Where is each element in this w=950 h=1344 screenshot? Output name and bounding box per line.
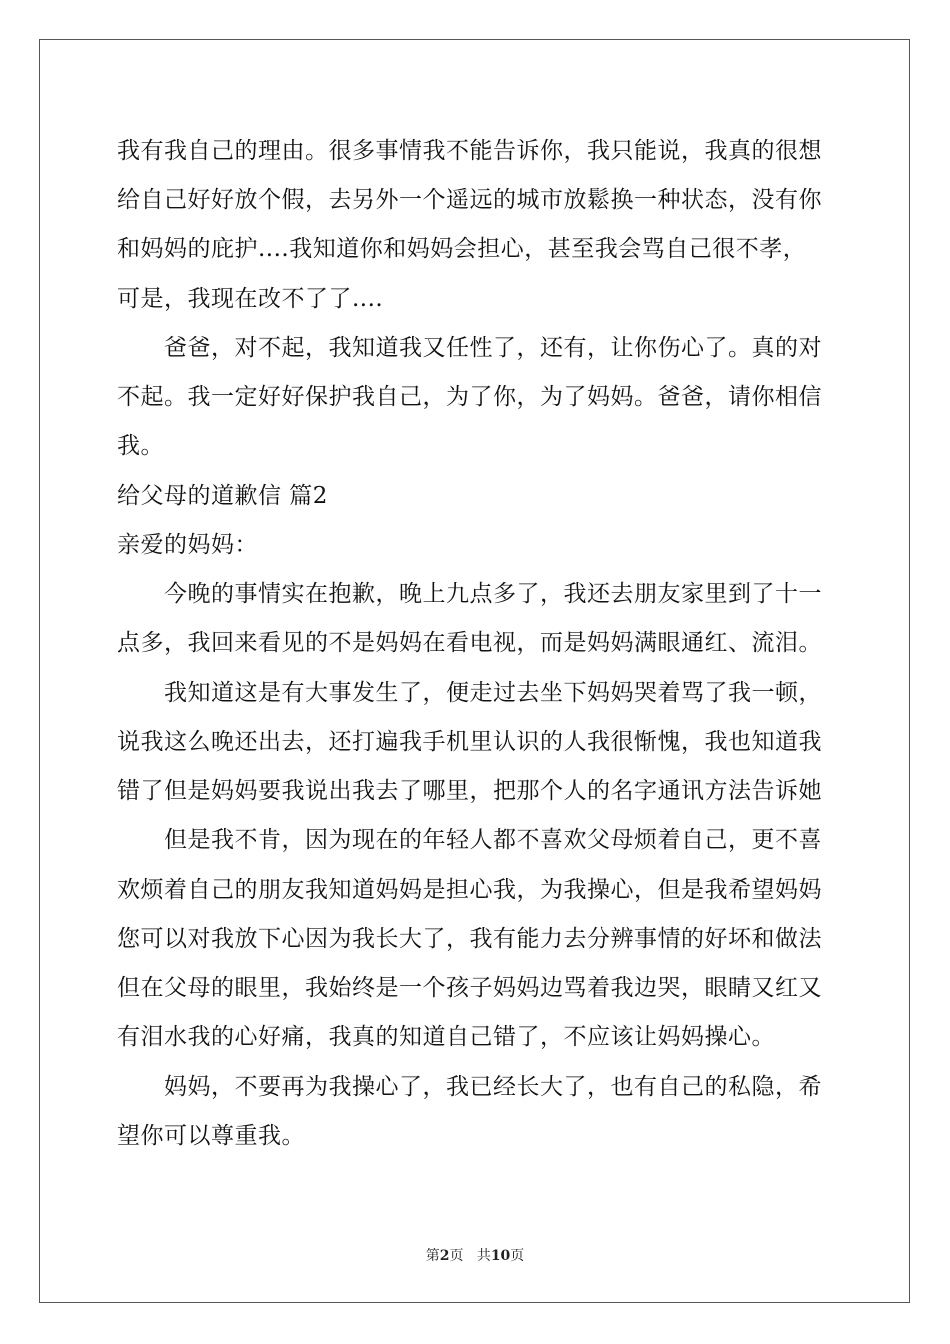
- total-prefix: 共: [476, 1248, 491, 1264]
- page-suffix: 页: [449, 1248, 464, 1264]
- text-line: 不起。我一定好好保护我自己，为了你，为了妈妈。爸爸，请你相信: [117, 384, 822, 410]
- page-footer: [0, 1246, 950, 1266]
- total-suffix: 页: [510, 1248, 525, 1264]
- text-line: 和妈妈的庇护....我知道你和妈妈会担心，甚至我会骂自己很不孝，: [117, 236, 807, 262]
- text-line: 望你可以尊重我。: [117, 1123, 305, 1149]
- paragraph-line: 妈妈，不要再为我操心了，我已经长大了，也有自己的私隐，希: [117, 1074, 822, 1100]
- text-line: 点多，我回来看见的不是妈妈在看电视，而是妈妈满眼通红、流泪。: [117, 630, 822, 656]
- paragraph-line: 但是我不肯，因为现在的年轻人都不喜欢父母烦着自己，更不喜: [117, 827, 822, 853]
- text-line: 可是，我现在改不了了....: [117, 286, 384, 312]
- paragraph-line: 爸爸，对不起，我知道我又任性了，还有，让你伤心了。真的对: [117, 335, 822, 361]
- page-total: 10: [490, 1248, 511, 1264]
- page-number: 2: [439, 1248, 450, 1264]
- paragraph-line: 我知道这是有大事发生了，便走过去坐下妈妈哭着骂了我一顿，: [117, 680, 822, 706]
- text-line: 我。: [117, 433, 164, 459]
- text-line: 欢烦着自己的朋友我知道妈妈是担心我，为我操心，但是我希望妈妈: [117, 877, 822, 903]
- page-prefix: 第: [425, 1248, 440, 1264]
- section-heading: 给父母的道歉信 篇2: [117, 483, 328, 509]
- text-line: 您可以对我放下心因为我长大了，我有能力去分辨事情的好坏和做法: [117, 926, 822, 952]
- text-line: 说我这么晚还出去，还打遍我手机里认识的人我很惭愧，我也知道我: [117, 729, 822, 755]
- text-line: 我有我自己的理由。很多事情我不能告诉你，我只能说，我真的很想: [117, 138, 822, 164]
- page-border: [39, 39, 910, 1303]
- text-line: 但在父母的眼里，我始终是一个孩子妈妈边骂着我边哭，眼睛又红又: [117, 975, 822, 1001]
- text-line: 给自己好好放个假，去另外一个遥远的城市放鬆换一种状态，没有你: [117, 187, 822, 213]
- text-line: 错了但是妈妈要我说出我去了哪里，把那个人的名字通讯方法告诉她: [117, 778, 822, 804]
- text-line: 有泪水我的心好痛，我真的知道自己错了，不应该让妈妈操心。: [117, 1024, 775, 1050]
- paragraph-line: 今晚的事情实在抱歉，晚上九点多了，我还去朋友家里到了十一: [117, 581, 822, 607]
- salutation: 亲爱的妈妈：: [117, 532, 258, 558]
